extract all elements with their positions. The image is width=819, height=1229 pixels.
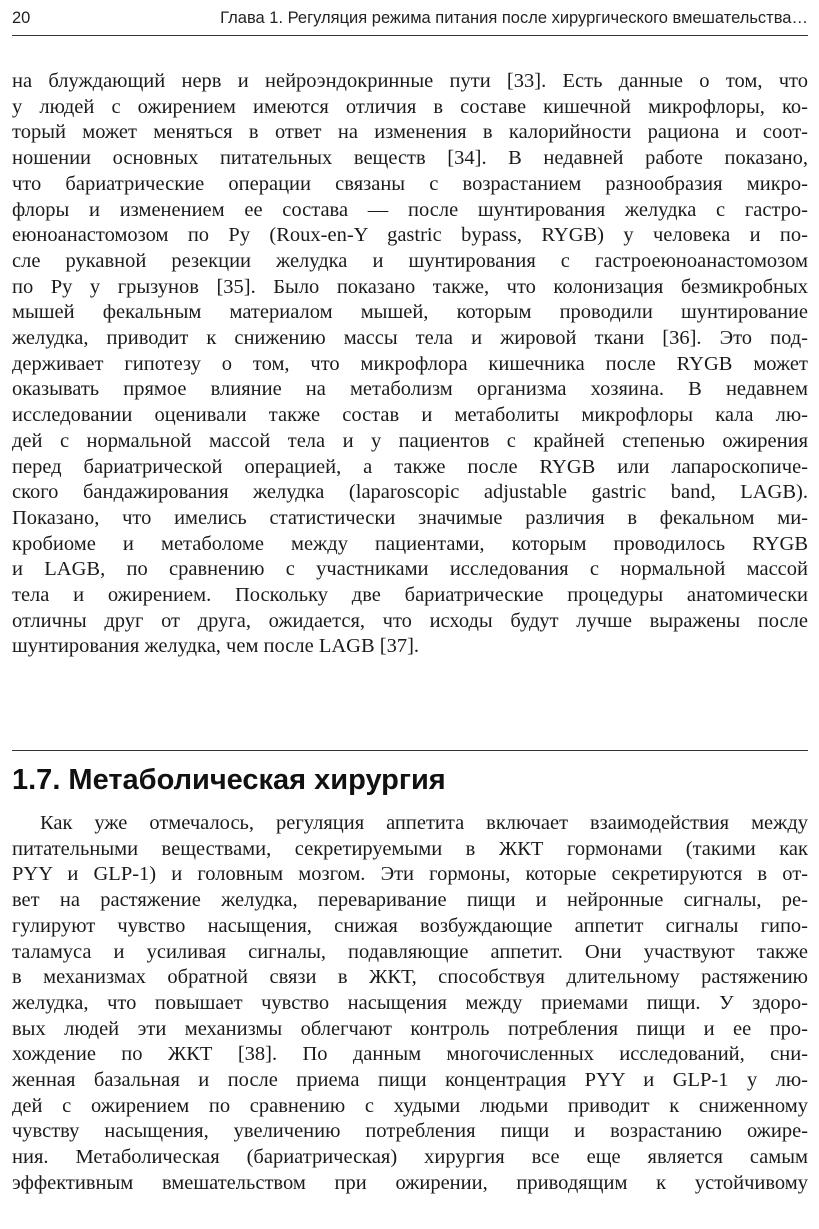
text-line: Как уже отмечалось, регуляция аппетита включает взаимодействия между — [40, 812, 808, 834]
text-line: вет на растяжение желудка, переваривание пищи и нейронные сигналы, ре- — [12, 889, 808, 912]
text-line: желудка, приводит к снижению массы тела и жировой ткани [36]. Это под- — [12, 327, 808, 350]
text-line: у людей с ожирением имеются отличия в составе кишечной микрофлоры, ко- — [12, 95, 808, 118]
text-line: желудка, что повышает чувство насыщения между приемами пищи. У здоро- — [12, 991, 808, 1014]
text-line: Показано, что имелись статистически значимые различия в фекальном ми- — [12, 506, 808, 529]
text-line: флоры и изменением ее состава — после шунтирования желудка с гастро- — [12, 198, 808, 221]
paragraph-metabolic-surgery — [12, 811, 808, 1197]
text-line: отличны друг от друга, ожидается, что исходы будут лучше выражены после — [12, 609, 808, 632]
text-line: торый может меняться в ответ на изменения в калорийности рациона и соот- — [12, 121, 808, 144]
text-line: дей с ожирением по сравнению с худыми людьми приводит к сниженному — [12, 1094, 808, 1117]
page-number: 20 — [12, 9, 31, 27]
text-line: исследовании оценивали также состав и метаболиты микрофлоры кала лю- — [12, 404, 808, 427]
text-line: хождение по ЖКТ [38]. По данным многочисленных исследований, сни- — [12, 1043, 808, 1066]
text-line: по Ру у грызунов [35]. Было показано также, что колонизация безмикробных — [12, 275, 808, 298]
text-line: женная базальная и после приема пищи концентрация PYY и GLP-1 у лю- — [12, 1069, 808, 1092]
text-line: кробиоме и метаболоме между пациентами, которым проводилось RYGB — [12, 532, 808, 555]
header-divider — [12, 35, 808, 36]
text-line: на блуждающий нерв и нейроэндокринные пути [33]. Есть данные о том, что — [12, 70, 808, 92]
text-line: гулируют чувство насыщения, снижая возбуждающие аппетит сигналы гипо- — [12, 914, 808, 937]
text-line: шунтирования желудка, чем после LAGB [37]. — [12, 635, 420, 658]
text-line: вых людей эти механизмы облегчают контроль потребления пищи и ее про- — [12, 1017, 808, 1040]
book-page — [12, 0, 808, 1229]
text-line: перед бариатрической операцией, а также после RYGB или лапароскопиче- — [12, 455, 808, 478]
text-line: эффективным вмешательством при ожирении, приводящим к устойчивому — [12, 1171, 808, 1194]
text-line: ния. Метаболическая (бариатрическая) хирургия все еще является самым — [12, 1146, 808, 1169]
text-line: таламуса и усиливая сигналы, подавляющие аппетит. Они участвуют также — [12, 940, 808, 963]
section-heading: 1.7. Метаболическая хирургия — [12, 764, 446, 796]
text-line: еюноанастомозом по Ру (Roux-en-Y gastric bypass, RYGB) у человека и по- — [12, 224, 808, 247]
text-line: держивает гипотезу о том, что микрофлора кишечника после RYGB может — [12, 352, 808, 375]
text-line: PYY и GLP-1) и головным мозгом. Эти гормоны, которые секретируются в от- — [12, 863, 808, 886]
paragraph-microbiota — [12, 69, 808, 660]
text-line: что бариатрические операции связаны с возрастанием разнообразия микро- — [12, 172, 808, 195]
text-line: ношении основных питательных веществ [34]. В недавней работе показано, — [12, 147, 808, 170]
chapter-title: Глава 1. Регуляция режима питания после хирургического вмешательства… — [220, 9, 808, 27]
text-line: сле рукавной резекции желудка и шунтирования с гастроеюноанастомозом — [12, 249, 808, 272]
text-line: мышей фекальным материалом мышей, которым проводили шунтирование — [12, 301, 808, 324]
text-line: питательными веществами, секретируемыми в ЖКТ гормонами (такими как — [12, 837, 808, 860]
text-line: оказывать прямое влияние на метаболизм организма хозяина. В недавнем — [12, 378, 808, 401]
running-header — [12, 4, 808, 32]
text-line: и LAGB, по сравнению с участниками исследования с нормальной массой — [12, 558, 808, 581]
text-line: чувству насыщения, увеличению потребления пищи и возрастанию ожире- — [12, 1120, 808, 1143]
text-line: дей с нормальной массой тела и у пациентов с крайней степенью ожирения — [12, 429, 808, 452]
text-line: в механизмах обратной связи в ЖКТ, способствуя длительному растяжению — [12, 966, 808, 989]
text-line: тела и ожирением. Поскольку две бариатрические процедуры анатомически — [12, 584, 808, 607]
text-line: ского бандажирования желудка (laparoscopic adjustable gastric band, LAGB). — [12, 481, 808, 504]
section-divider — [12, 750, 808, 751]
